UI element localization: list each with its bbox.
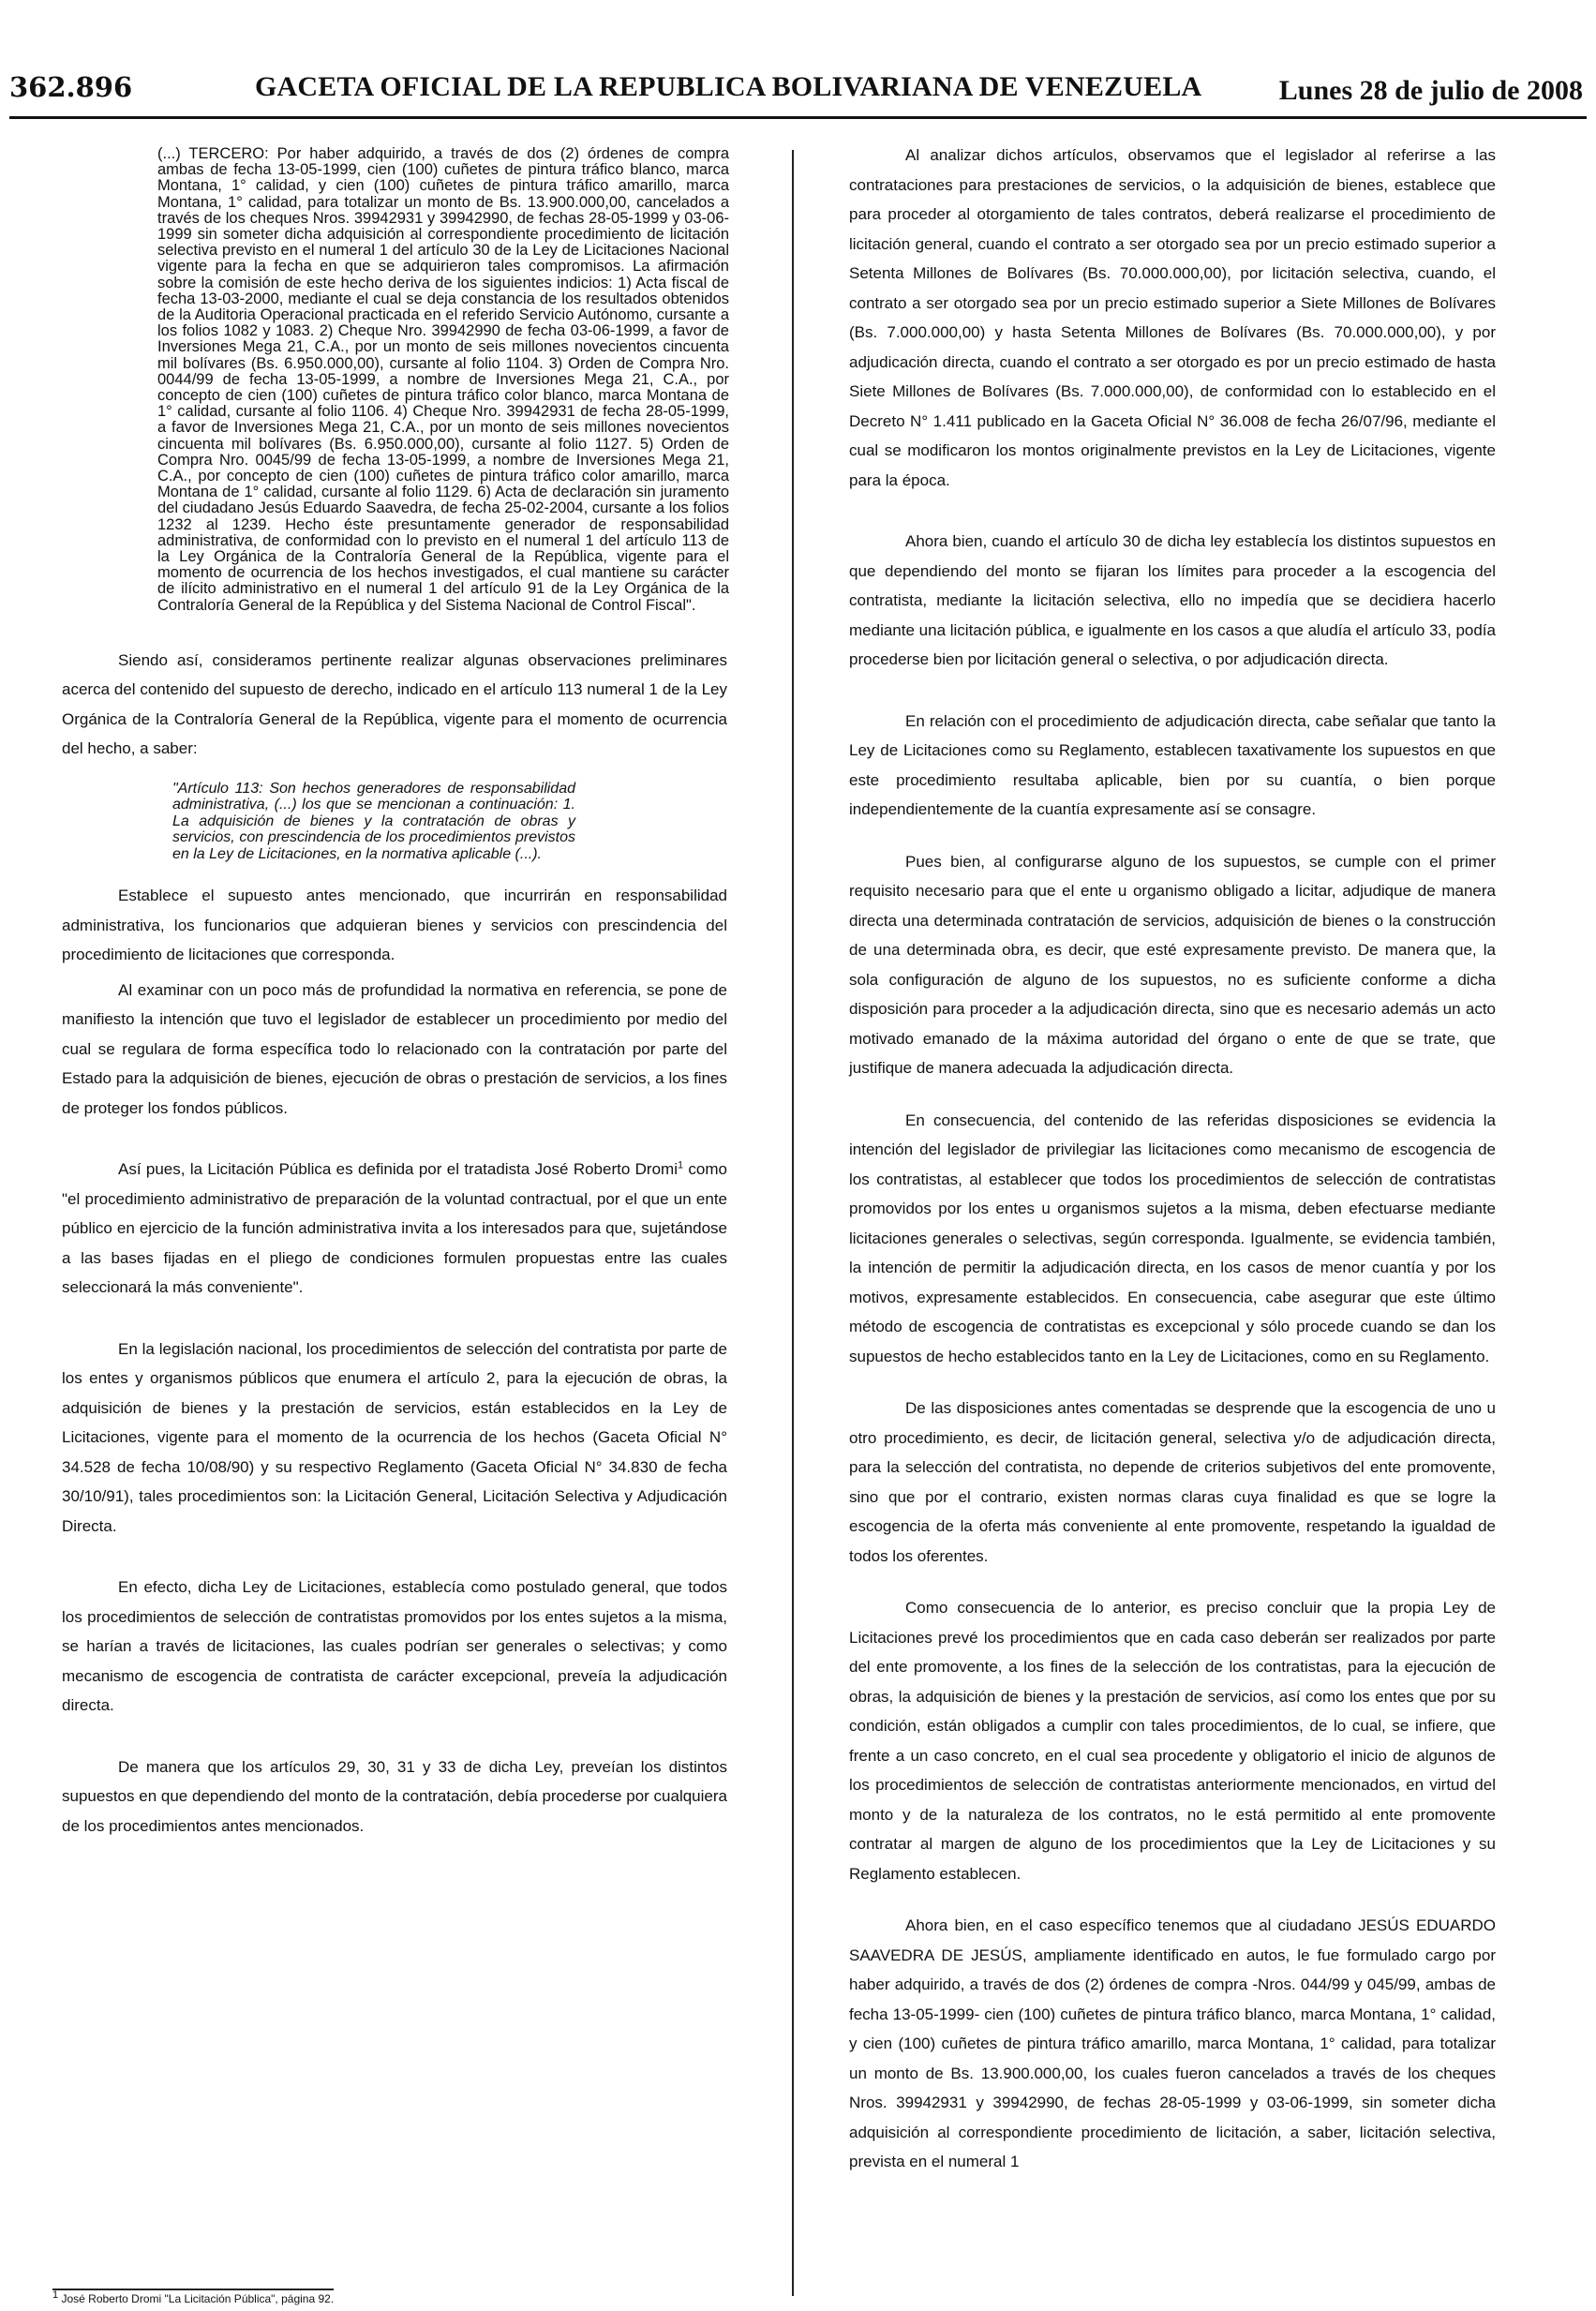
right-column [849, 141, 1496, 2177]
header-rule [9, 116, 1587, 119]
paragraph: Como consecuencia de lo anterior, es preciso concluir que la propia Ley de Licitaciones prevé los procedimientos que en cada caso deberán ser realizados por parte del ente promovente, a los fines de la selección de los contratistas, para la ejecución de obras, la adquisición de bienes y la prestación de servicios, así como los entes que por su condición, están obligados a cumplir con tales procedimientos, de lo cual, se infiere, que frente a un caso concreto, en el cual sea procedente y obligatorio el inicio de algunos de los procedimientos de selección de contratistas anteriormente mencionados, en virtud del monto y de la naturaleza de los contratos, no le está permitido al ente promovente contratar al margen de alguno de los procedimientos que la Ley de Licitaciones y su Reglamento establecen. [849, 1599, 1496, 1883]
footnote-marker: 1 [677, 1159, 684, 1171]
paragraph-text: Así pues, la Licitación Pública es definida por el tratadista José Roberto Dromi [118, 1160, 678, 1179]
footnote [52, 2289, 335, 2305]
paragraph: Al analizar dichos artículos, observamos que el legislador al referirse a las contrataciones para prestaciones de servicios, o la adquisición de bienes, establece que para proceder al otorgamiento de tales contratos, deberá realizarse el procedimiento de licitación general, cuando el contrato a ser otorgado sea por un precio estimado superior a Setenta Millones de Bolívares (Bs. 70.000.000,00), por licitación selectiva, cuando, el contrato a ser otorgado sea por un precio estimado superior a Siete Millones de Bolívares (Bs. 7.000.000,00) y hasta Setenta Millones de Bolívares (Bs. 70.000.000,00), y por adjudicación directa, cuando el contrato a ser otorgado es por un precio estimado de hasta Siete Millones de Bolívares (Bs. 7.000.000,00), de conformidad con lo establecido en el Decreto N° 1.411 publicado en la Gaceta Oficial N° 36.008 de fecha 26/07/96, mediante el cual se modificaron los montos originalmente previstos en la Ley de Licitaciones, vigente para la época. [849, 146, 1496, 489]
paragraph: En la legislación nacional, los procedimientos de selección del contratista por parte de los entes y organismos públicos que enumera el artículo 2, para la ejecución de obras, la adquisición de bienes y la prestación de servicios, están establecidos en la Ley de Licitaciones, vigente para el momento de la ocurrencia de los hechos (Gaceta Oficial N° 34.528 de fecha 10/08/90) y su respectivo Reglamento (Gaceta Oficial N° 34.830 de fecha 30/10/91), tales procedimientos son: la Licitación General, Licitación Selectiva y Adjudicación Directa. [62, 1339, 727, 1535]
paragraph: De manera que los artículos 29, 30, 31 y 33 de dicha Ley, preveían los distintos supuestos en que dependiendo del monto de la contratación, debía procederse por cualquiera de los procedimientos antes mencionados. [62, 1757, 727, 1835]
quoted-charge-text: (...) TERCERO: Por haber adquirido, a través de dos (2) órdenes de compra ambas de fecha 13-05-1999, cien (100) cuñetes de pintura tráfico blanco, marca Montana, 1° calidad, y cien (100) cuñetes de pintura tráfico amarillo, marca Montana, 1° calidad, para totalizar un monto de Bs. 13.900.000,00, cancelados a través de los cheques Nros. 39942931 y 39942990, de fechas 28-05-1999 y 03-06-1999 sin someter dicha adquisición al correspondiente procedimiento de licitación selectiva previsto en el numeral 1 del artículo 30 de la Ley de Licitaciones Nacional vigente para la fecha en que se adquirieron tales compromisos. La afirmación sobre la comisión de este hecho deriva de los siguientes indicios: 1) Acta fiscal de fecha 13-03-2000, mediante el cual se deja constancia de los resultados obtenidos de la Auditoria Operacional practicada en el referido Servicio Autónomo, cursante a los folios 1082 y 1083. 2) Cheque Nro. 39942990 de fecha 03-06-1999, a favor de Inversiones Mega 21, C.A., por un monto de seis millones novecientos cincuenta mil bolívares (Bs. 6.950.000,00), cursante al folio 1104. 3) Orden de Compra Nro. 0044/99 de fecha 13-05-1999, a nombre de Inversiones Mega 21, C.A., por concepto de cien (100) cuñetes de pintura tráfico color blanco, marca Montana de 1° calidad, cursante al folio 1106. 4) Cheque Nro. 39942931 de fecha 28-05-1999, a favor de Inversiones Mega 21, C.A., por un monto de seis millones novecientos cincuenta mil bolívares (Bs. 6.950.000,00), cursante al folio 1127. 5) Orden de Compra Nro. 0045/99 de fecha 13-05-1999, a nombre de Inversiones Mega 21, C.A., por concepto de cien (100) cuñetes de pintura tráfico color amarillo, marca Montana de 1° calidad, cursante al folio 1129. 6) Acta de declaración sin juramento del ciudadano Jesús Eduardo Saavedra, de fecha 25-02-2004, cursante a los folios 1232 al 1239. Hecho éste presuntamente generador de responsabilidad administrativa, de conformidad con lo previsto en el numeral 1 del artículo 113 de la Ley Orgánica de la Contraloría General de la República, vigente para el momento de ocurrencia de los hechos investigados, el cual mantiene su carácter de ilícito administrativo en el numeral 1 del artículo 91 de la Ley Orgánica de la Contraloría General de la República y del Sistema Nacional de Control Fiscal". [157, 145, 729, 614]
paragraph: Pues bien, al configurarse alguno de los supuestos, se cumple con el primer requisito necesario para que el ente u organismo obligado a licitar, adjudique de manera directa una determinada contratación de servicios, adquisición de bienes o la construcción de una determinada obra, es decir, que esté expresamente previsto. De manera que, la sola configuración de alguno de los supuestos, no es suficiente conforme a dicha disposición para proceder a la adjudicación directa, sino que es necesario además un acto motivado emanado de la máxima autoridad del órgano o ente de que se trate, que justifique de manera adecuada la adjudicación directa. [849, 852, 1496, 1077]
paragraph: Establece el supuesto antes mencionado, que incurrirán en responsabilidad administrativa, los funcionarios que adquieran bienes y servicios con prescindencia del procedimiento de licitaciones que corresponda. [62, 887, 727, 964]
paragraph: De las disposiciones antes comentadas se desprende que la escogencia de uno u otro procedimiento, es decir, de licitación general, selectiva y/o de adjudicación directa, para la selección del contratista, no depende de criterios subjetivos del ente promovente, sino que por el contrario, existen normas claras cuya finalidad es que se logre la escogencia de la oferta más conveniente al ente promovente, respetando la igualdad de todos los oferentes. [849, 1399, 1496, 1565]
footnote-rule [52, 2289, 334, 2290]
paragraph: Siendo así, consideramos pertinente realizar algunas observaciones preliminares acerca del contenido del supuesto de derecho, indicado en el artículo 113 numeral 1 de la Ley Orgánica de la Contraloría General de la República, vigente para el momento de ocurrencia del hecho, a saber: [62, 650, 727, 758]
column-divider [792, 150, 794, 2296]
issue-date: Lunes 28 de julio de 2008 [1278, 75, 1583, 106]
paragraph: En consecuencia, del contenido de las referidas disposiciones se evidencia la intención del legislador de privilegiar las licitaciones como mecanismo de escogencia de los contratistas, al establecer que todos los procedimientos de selección de contratistas promovidos por los entes u organismos sujetos a la misma, deben efectuarse mediante licitaciones generales o selectivas, según corresponda. Igualmente, se evidencia también, la intención de permitir la adjudicación directa, en los casos de menor cuantía y por los motivos, expresamente establecidos. En consecuencia, cabe asegurar que este último método de escogencia de contratistas es excepcional y sólo procede cuando se dan los supuestos de hecho establecidos tanto en la Ley de Licitaciones, como en su Reglamento. [849, 1111, 1496, 1365]
footnote-text: José Roberto Dromi "La Licitación Pública", página 92. [61, 2292, 335, 2305]
article-113-quote: "Artículo 113: Son hechos generadores de responsabilidad administrativa, (...) los que se mencionan a continuación: 1. La adquisición de bienes y la contratación de obras y servicios, con prescindencia de los procedimientos previstos en la Ley de Licitaciones, en la normativa aplicable (...). [172, 780, 575, 862]
left-column [62, 141, 727, 1841]
paragraph: Al examinar con un poco más de profundidad la normativa en referencia, se pone de manifiesto la intención que tuvo el legislador de establecer un procedimiento por medio del cual se regulara de forma específica todo lo relacionado con la contratación por parte del Estado para la adquisición de bienes, ejecución de obras o prestación de servicios, a los fines de proteger los fondos públicos. [62, 980, 727, 1117]
footnote-number: 1 [52, 2289, 59, 2301]
paragraph: Ahora bien, en el caso específico tenemos que al ciudadano JESÚS EDUARDO SAAVEDRA DE JESÚS, ampliamente identificado en autos, le fue formulado cargo por haber adquirido, a través de dos (2) órdenes de compra -Nros. 044/99 y 045/99, ambas de fecha 13-05-1999- cien (100) cuñetes de pintura tráfico blanco, marca Montana, 1° calidad, y cien (100) cuñetes de pintura tráfico amarillo, marca Montana, 1° calidad, para totalizar un monto de Bs. 13.900.000,00, los cuales fueron cancelados a través de los cheques Nros. 39942931 y 39942990, de fechas 28-05-1999 y 03-06-1999, sin someter dicha adquisición al correspondiente procedimiento de licitación, a saber, licitación selectiva, prevista en el numeral 1 [849, 1916, 1496, 2170]
paragraph-dromi-definition [62, 1155, 727, 1303]
page-number: 362.896 [9, 71, 133, 103]
paragraph: En efecto, dicha Ley de Licitaciones, establecía como postulado general, que todos los procedimientos de selección de contratistas promovidos por los entes sujetos a la misma, se harían a través de licitaciones, las cuales podrían ser generales o selectivas; y como mecanismo de escogencia de contratista de carácter excepcional, preveía la adjudicación directa. [62, 1578, 727, 1715]
paragraph: Ahora bien, cuando el artículo 30 de dicha ley establecía los distintos supuestos en que dependiendo del monto se fijaran los límites para proceder a la escogencia del contratista, mediante la licitación selectiva, ello no impedía que se decidiera hacerlo mediante una licitación pública, e igualmente en los casos a que aludía el artículo 33, podía procederse bien por licitación general o selectiva, o por adjudicación directa. [849, 532, 1496, 668]
paragraph: En relación con el procedimiento de adjudicación directa, cabe señalar que tanto la Ley de Licitaciones como su Reglamento, establecen taxativamente los supuestos en que este procedimiento resultaba aplicable, bien por su cuantía, o bien porque independientemente de la cuantía expresamente así se consagre. [849, 711, 1496, 818]
page-header [9, 71, 1583, 127]
paragraph-text: como "el procedimiento administrativo de preparación de la voluntad contractual, por el que un ente público en ejercicio de la función administrativa invita a los interesados para que, sujetándose a las bases fijadas en el pliego de condiciones formulen propuestas entre las cuales seleccionará la más conveniente". [62, 1160, 727, 1297]
gazette-title: GACETA OFICIAL DE LA REPUBLICA BOLIVARIANA DE VENEZUELA [255, 71, 1202, 102]
